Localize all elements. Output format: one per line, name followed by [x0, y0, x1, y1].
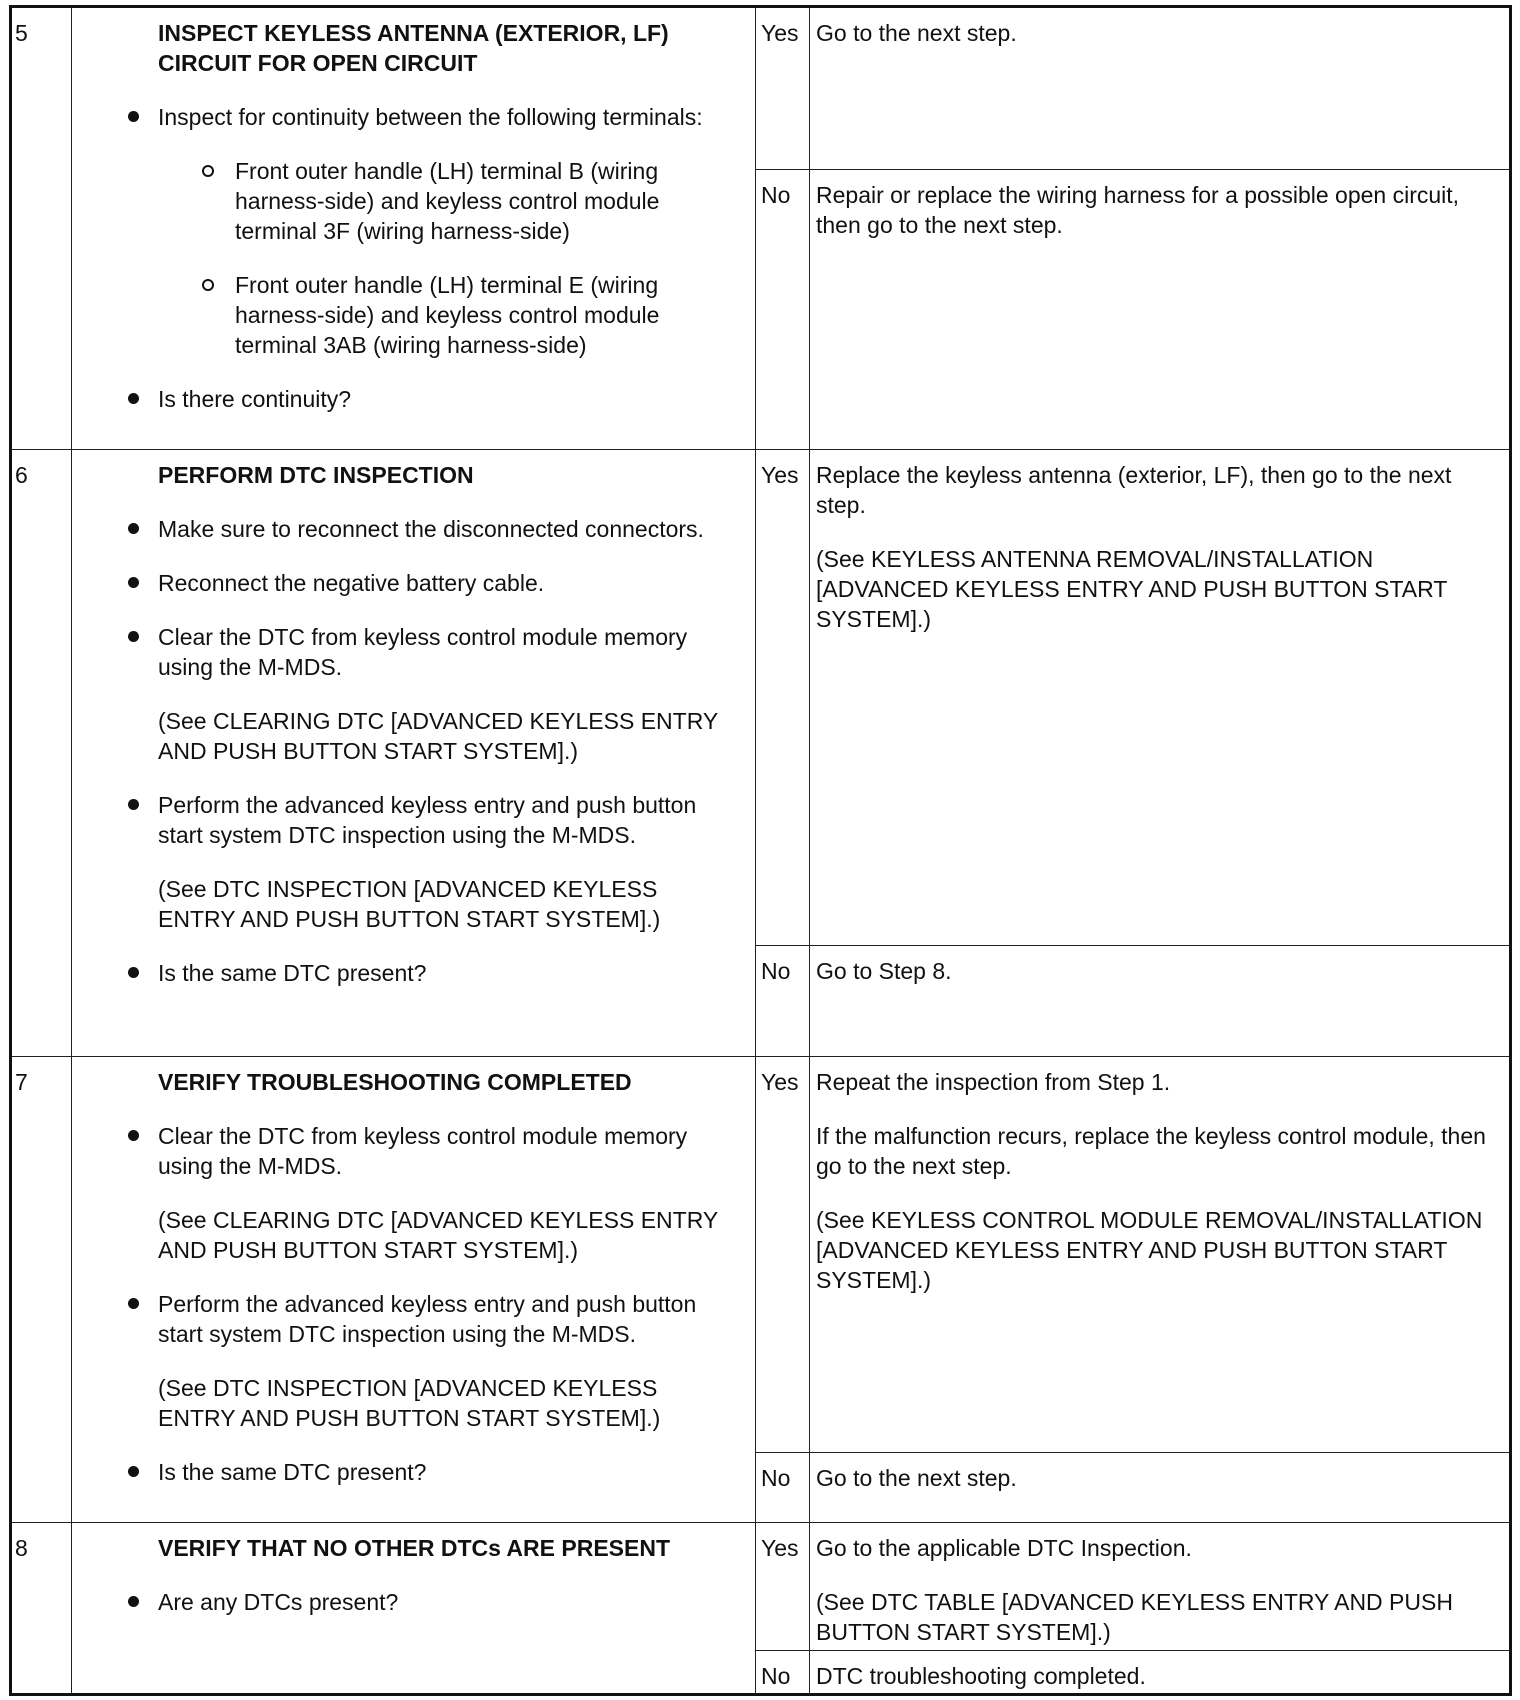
reference-note: (See DTC INSPECTION [ADVANCED KEYLESS ENTRY AND PUSH BUTTON START SYSTEM].) [158, 876, 661, 932]
result-text: Go to the next step. [816, 1465, 1017, 1491]
sub-bullet-item: Front outer handle (LH) terminal B (wiring harness-side) and keyless control module terminal 3F (wiring harness-side) [235, 156, 725, 246]
step-title: PERFORM DTC INSPECTION [158, 462, 474, 488]
reference-note: (See CLEARING DTC [ADVANCED KEYLESS ENTRY AND PUSH BUTTON START SYSTEM].) [158, 1207, 718, 1263]
step-number: 8 [11, 1523, 72, 1695]
result-reference: (See DTC TABLE [ADVANCED KEYLESS ENTRY AND PUSH BUTTON START SYSTEM].) [816, 1589, 1453, 1645]
step-5-yes-row [11, 7, 1511, 170]
step-number: 7 [11, 1057, 72, 1523]
step-action-cell [72, 1057, 756, 1523]
step-7-yes-row [11, 1057, 1511, 1453]
troubleshooting-table [9, 5, 1512, 1696]
yes-result [810, 1057, 1511, 1453]
result-text: DTC troubleshooting completed. [816, 1663, 1146, 1689]
no-label: No [756, 1453, 810, 1523]
result-text: Go to the next step. [816, 20, 1017, 46]
bullet-item: Reconnect the negative battery cable. [158, 568, 725, 598]
result-reference: (See KEYLESS CONTROL MODULE REMOVAL/INSTALLATION [ADVANCED KEYLESS ENTRY AND PUSH BUTTON START SYSTEM].) [816, 1207, 1483, 1293]
bullet-item: Perform the advanced keyless entry and push button start system DTC inspection using the M-MDS. [158, 790, 725, 850]
step-6-yes-row [11, 450, 1511, 946]
step-action-cell [72, 7, 756, 450]
result-text: Repair or replace the wiring harness for a possible open circuit, then go to the next step. [816, 182, 1460, 238]
bullet-item: Clear the DTC from keyless control module memory using the M-MDS. [158, 622, 725, 682]
step-number: 6 [11, 450, 72, 1057]
bullet-item: Is the same DTC present? [158, 958, 725, 988]
reference-note: (See DTC INSPECTION [ADVANCED KEYLESS ENTRY AND PUSH BUTTON START SYSTEM].) [158, 1375, 661, 1431]
result-text: Go to the applicable DTC Inspection. [816, 1535, 1192, 1561]
yes-label: Yes [756, 7, 810, 170]
bullet-item: Are any DTCs present? [158, 1587, 725, 1617]
step-action-cell [72, 1523, 756, 1695]
no-result [810, 170, 1511, 450]
yes-label: Yes [756, 450, 810, 946]
bullet-item: Inspect for continuity between the following terminals: [158, 102, 725, 132]
step-8-yes-row [11, 1523, 1511, 1651]
no-result [810, 946, 1511, 1057]
bullet-item: Is the same DTC present? [158, 1457, 725, 1487]
result-text: Replace the keyless antenna (exterior, LF), then go to the next step. [816, 462, 1452, 518]
step-title: VERIFY THAT NO OTHER DTCs ARE PRESENT [158, 1535, 671, 1561]
yes-result [810, 450, 1511, 946]
yes-result [810, 1523, 1511, 1651]
result-text: Go to Step 8. [816, 958, 952, 984]
step-action-cell [72, 450, 756, 1057]
no-label: No [756, 946, 810, 1057]
reference-note: (See CLEARING DTC [ADVANCED KEYLESS ENTRY AND PUSH BUTTON START SYSTEM].) [158, 708, 718, 764]
no-result [810, 1453, 1511, 1523]
yes-label: Yes [756, 1057, 810, 1453]
yes-label: Yes [756, 1523, 810, 1651]
step-title: INSPECT KEYLESS ANTENNA (EXTERIOR, LF) CIRCUIT FOR OPEN CIRCUIT [158, 20, 669, 76]
result-text: If the malfunction recurs, replace the keyless control module, then go to the next step. [816, 1123, 1486, 1179]
no-result [810, 1651, 1511, 1695]
bullet-item: Make sure to reconnect the disconnected connectors. [158, 514, 725, 544]
step-number: 5 [11, 7, 72, 450]
no-label: No [756, 170, 810, 450]
bullet-item: Is there continuity? [158, 384, 725, 414]
result-text: Repeat the inspection from Step 1. [816, 1069, 1171, 1095]
sub-bullet-item: Front outer handle (LH) terminal E (wiring harness-side) and keyless control module terminal 3AB (wiring harness-side) [235, 270, 725, 360]
no-label: No [756, 1651, 810, 1695]
bullet-item: Perform the advanced keyless entry and push button start system DTC inspection using the M-MDS. [158, 1289, 725, 1349]
bullet-item: Clear the DTC from keyless control module memory using the M-MDS. [158, 1121, 725, 1181]
yes-result [810, 7, 1511, 170]
result-reference: (See KEYLESS ANTENNA REMOVAL/INSTALLATION [ADVANCED KEYLESS ENTRY AND PUSH BUTTON START SYSTEM].) [816, 546, 1447, 632]
step-title: VERIFY TROUBLESHOOTING COMPLETED [158, 1069, 632, 1095]
